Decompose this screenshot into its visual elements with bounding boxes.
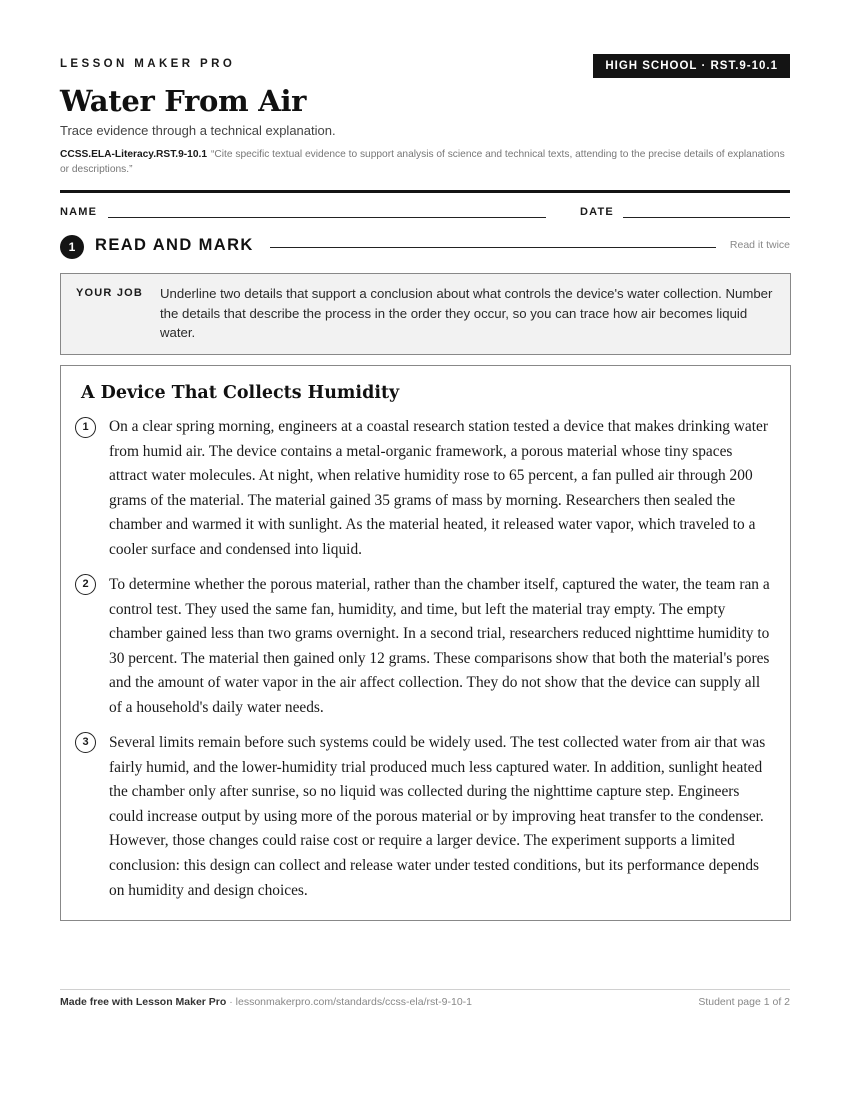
level-badge: HIGH SCHOOL · RST.9-10.1 (593, 54, 790, 78)
header-divider (60, 190, 790, 193)
job-instructions-box (60, 273, 791, 355)
step-number-badge: 1 (60, 235, 84, 259)
reading-passage (60, 365, 791, 921)
standard-citation (60, 147, 792, 177)
step-note: Read it twice (729, 239, 790, 251)
footer-credit (60, 996, 472, 1008)
paragraph-text: To determine whether the porous material, rather than the chamber itself, captured the water, the team ran a control test. They used the same fan, humidity, and time, but left the material tray empty. The empty chamber gained less than two grams overnight. In a second trial, researchers reduced nighttime humidity to 30 percent. The material then gained only 12 grams. These comparisons show that both the material's pores and the amount of water vapor in the air affect collection. They do not show that the device can supply all of a household's daily water needs. (109, 576, 770, 716)
paragraph-text: On a clear spring morning, engineers at a coastal research station tested a device that makes drinking water from humid air. The device contains a metal-organic framework, a porous material whose tiny spaces attract water molecules. At night, when relative humidity rose to 65 percent, a fan pulled air through 200 grams of the material. The material gained 35 grams of mass by morning. Researchers then sealed the chamber and warmed it with sunlight. As the material heated, it released water vapor, which traveled to a cooler surface and condensed into liquid. (109, 418, 768, 558)
footer-url[interactable]: lessonmakerpro.com/standards/ccss-ela/rst-9-10-1 (235, 996, 472, 1008)
reading-title: A Device That Collects Humidity (81, 383, 400, 403)
paragraph-text: Several limits remain before such systems could be widely used. The test collected water from air that was fairly humid, and the lower-humidity trial produced much less captured water. In addition, sunlight heated the chamber only after sunrise, so no liquid was collected during the nighttime capture step. Engineers could increase output by using more of the porous material or by improving heat transfer to the condenser. However, those changes could raise cost or require a larger device. The experiment supports a limited conclusion: this design can collect and release water under tested conditions, but its performance depends on humidity and design choices. (109, 734, 766, 899)
footer-page-number: Student page 1 of 2 (698, 996, 790, 1008)
step-divider (270, 247, 716, 248)
page-title: Water From Air (60, 84, 307, 118)
paragraph-number-badge: 3 (75, 732, 96, 753)
name-label: NAME (60, 206, 98, 218)
date-label: DATE (580, 206, 614, 218)
paragraph-number-badge: 2 (75, 574, 96, 595)
footer-made-with: Made free with Lesson Maker Pro (60, 996, 227, 1008)
standard-code: CCSS.ELA-Literacy.RST.9-10.1 (60, 149, 208, 160)
job-label: YOUR JOB (76, 287, 144, 299)
footer-divider (60, 989, 790, 990)
name-field[interactable] (108, 217, 546, 218)
date-field[interactable] (623, 217, 790, 218)
standard-text: “Cite specific textual evidence to support analysis of science and technical texts, attending to the precise details of explanations or descriptions.” (60, 149, 785, 175)
job-text: Underline two details that support a conclusion about what controls the device's water collection. Number the details that describe the process in the order they occur, so you can trace how air becomes liquid water. (160, 286, 773, 340)
page-subtitle: Trace evidence through a technical explanation. (60, 123, 336, 138)
brand-name: LESSON MAKER PRO (60, 58, 236, 70)
paragraph-number-badge: 1 (75, 417, 96, 438)
step-title: READ AND MARK (95, 236, 254, 254)
footer-separator: · (226, 996, 236, 1008)
